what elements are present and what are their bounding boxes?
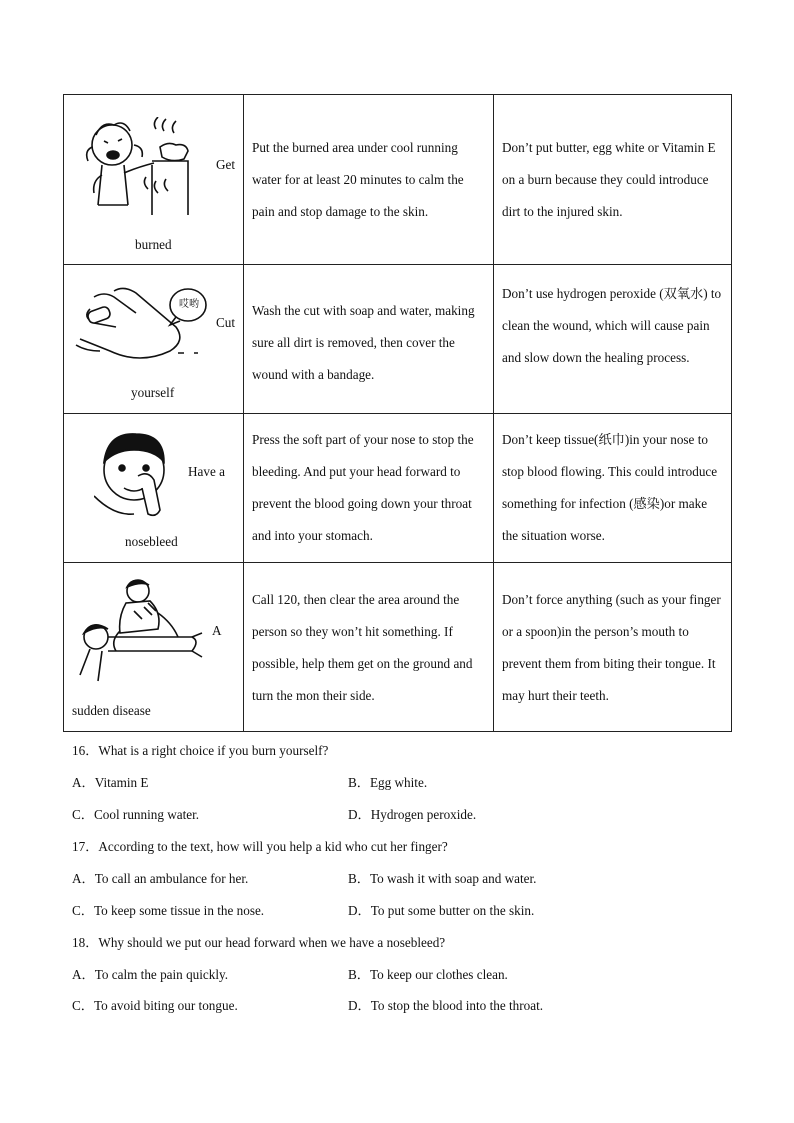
situation-label: Cut [216, 315, 236, 330]
do-cell [244, 95, 494, 265]
table-row [64, 95, 732, 265]
situation-label: nosebleed [125, 534, 178, 549]
situation-label: yourself [131, 385, 175, 400]
answer-option[interactable]: D．To stop the blood into the throat. [348, 998, 544, 1013]
answer-option[interactable]: C．To avoid biting our tongue. [72, 998, 238, 1013]
answer-option[interactable]: B．To keep our clothes clean. [348, 967, 508, 982]
answer-option[interactable]: A．Vitamin E [72, 775, 149, 790]
answer-option[interactable]: B．Egg white. [348, 775, 428, 790]
dont-text: Don’t force anything (such as your finger or a spoon)in the person’s mouth to prevent them from biting their tongue. It may hurt their teeth. [502, 592, 721, 703]
question-stem: 17．According to the text, how will you help a kid who cut her finger? [72, 839, 448, 854]
answer-option[interactable]: A．To call an ambulance for her. [72, 871, 249, 886]
dont-cell [494, 563, 732, 732]
situation-label: Get [216, 157, 236, 172]
do-text: Press the soft part of your nose to stop the bleeding. And put your head forward to prevent the blood going down your throat and into your stomach. [252, 432, 474, 543]
situation-label: sudden disease [72, 703, 151, 718]
cut-finger-icon [74, 283, 214, 367]
situation-cell [64, 563, 244, 732]
do-text: Wash the cut with soap and water, making sure all dirt is removed, then cover the wound with a bandage. [252, 303, 475, 382]
do-cell [244, 265, 494, 414]
situation-label: A [212, 623, 222, 638]
do-cell [244, 563, 494, 732]
do-text: Call 120, then clear the area around the person so they won’t hit something. If possible, help them get on the ground and turn the mon their side. [252, 592, 473, 703]
question-stem: 18．Why should we put our head forward when we have a nosebleed? [72, 935, 446, 950]
answer-option[interactable]: C．Cool running water. [72, 807, 200, 822]
table-row [64, 414, 732, 563]
speech-bubble-text: 哎哟 [179, 299, 199, 310]
helping-person-icon [74, 577, 210, 689]
answer-option[interactable]: D．Hydrogen peroxide. [348, 807, 477, 822]
table-row [64, 563, 732, 732]
do-cell [244, 414, 494, 563]
question-stem: 16．What is a right choice if you burn yourself? [72, 743, 329, 758]
dont-cell [494, 414, 732, 563]
answer-option[interactable]: A．To calm the pain quickly. [72, 967, 229, 982]
dont-cell [494, 95, 732, 265]
situation-label: Have a [188, 464, 225, 479]
dont-text: Don’t put butter, egg white or Vitamin E on a burn because they could introduce dirt to the injured skin. [502, 140, 716, 219]
situation-label: burned [135, 237, 172, 252]
burned-hand-icon [76, 117, 206, 217]
dont-text: Don’t keep tissue(纸巾)in your nose to stop blood flowing. This could introduce something for infection (感染)or make the situation worse. [502, 432, 718, 543]
answer-option[interactable]: D．To put some butter on the skin. [348, 903, 535, 918]
nosebleed-boy-icon [94, 432, 184, 522]
dont-text: Don’t use hydrogen peroxide (双氧水) to clean the wound, which will cause pain and slow down the healing process. [502, 286, 722, 365]
answer-option[interactable]: B．To wash it with soap and water. [348, 871, 537, 886]
table-row [64, 265, 732, 414]
first-aid-table [63, 94, 732, 732]
dont-cell [494, 265, 732, 414]
answer-option[interactable]: C．To keep some tissue in the nose. [72, 903, 265, 918]
situation-cell [64, 95, 244, 265]
do-text: Put the burned area under cool running water for at least 20 minutes to calm the pain and stop damage to the skin. [252, 140, 464, 219]
situation-cell [64, 265, 244, 414]
situation-cell [64, 414, 244, 563]
